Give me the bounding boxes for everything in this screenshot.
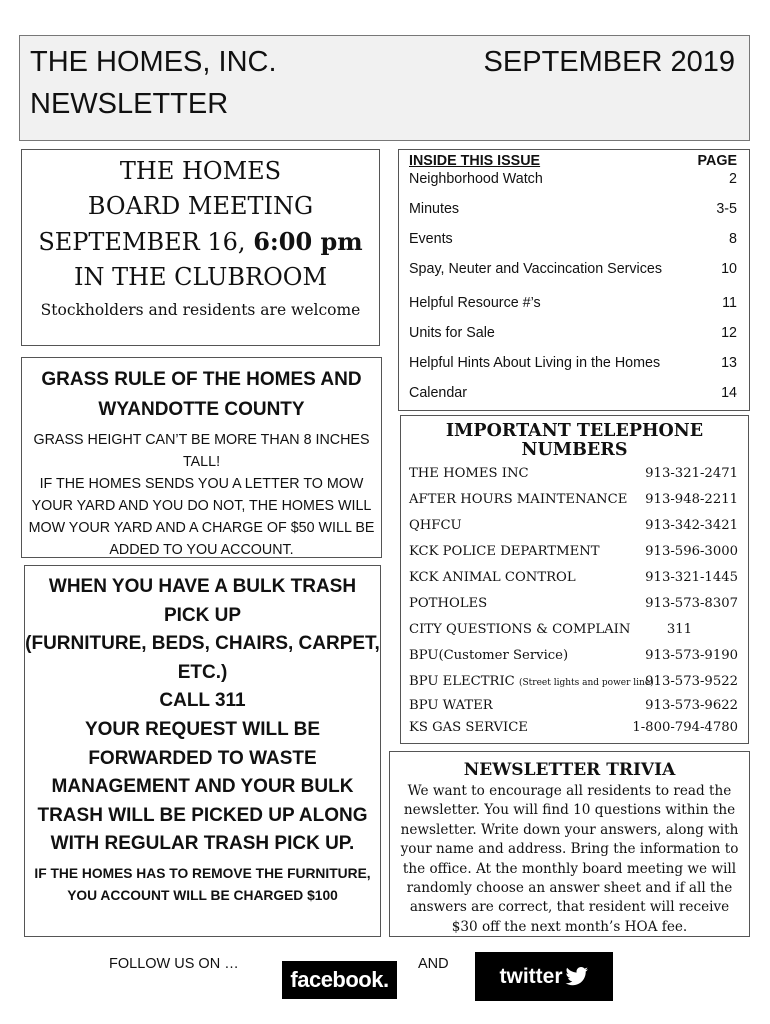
phone-number: 913-596-3000 [645, 544, 738, 559]
telephone-numbers-box [400, 415, 749, 744]
toc-page-heading: PAGE [697, 153, 737, 169]
phone-name: BPU WATER [409, 698, 493, 713]
toc-item-label: Events [409, 231, 453, 247]
phone-name: THE HOMES INC [409, 466, 529, 481]
phone-number: 913-573-8307 [645, 596, 738, 611]
bulk-trash-note: IF THE HOMES HAS TO REMOVE THE FURNITURE, YOU ACCOUNT WILL BE CHARGED $100 [34, 865, 371, 903]
phone-row [409, 674, 738, 689]
trivia-title: NEWSLETTER TRIVIA [463, 760, 676, 780]
toc-item-page: 14 [721, 385, 737, 401]
toc-row [409, 355, 737, 371]
phone-name: KCK POLICE DEPARTMENT [409, 544, 600, 559]
toc-row [409, 201, 737, 217]
board-line-1: THE HOMES [119, 157, 282, 185]
twitter-bird-icon [565, 967, 589, 987]
trivia-body: We want to encourage all residents to read the newsletter. You will find 10 questions within the newsletter. Write down your answers, along with your name and address. Bring the information to the office. At the monthly board meeting we will randomly choose an answer sheet and if all the answers are correct, that resident will receive $30 off the next month’s HOA fee. [400, 783, 739, 935]
phone-number: 913-573-9190 [645, 648, 738, 663]
board-time: 6:00 pm [253, 227, 363, 256]
newsletter-title: THE HOMES, INC. [30, 46, 277, 78]
phone-row [409, 622, 738, 637]
phone-name: BPU ELECTRIC [409, 674, 515, 689]
phone-number: 913-948-2211 [645, 492, 738, 507]
phone-row [409, 570, 738, 585]
phone-row [409, 596, 738, 611]
phone-number: 913-321-2471 [645, 466, 738, 481]
newsletter-trivia-box [389, 751, 750, 937]
toc-header [409, 153, 737, 169]
toc-row [409, 171, 737, 187]
and-text: AND [418, 956, 449, 972]
bulk-trash-box [24, 565, 381, 937]
grass-rule-title: GRASS RULE OF THE HOMES AND WYANDOTTE COUNTY [41, 369, 362, 420]
board-line-4: IN THE CLUBROOM [73, 263, 328, 291]
grass-rule-body [22, 429, 381, 561]
inside-this-issue [398, 149, 750, 411]
board-note: Stockholders and residents are welcome [40, 301, 361, 319]
phone-row [409, 720, 738, 735]
phone-number: 913-573-9522 [645, 674, 738, 689]
grass-rule-line-1: GRASS HEIGHT CAN’T BE MORE THAN 8 INCHES TALL! [33, 432, 370, 470]
newsletter-date: SEPTEMBER 2019 [483, 46, 735, 78]
newsletter-header [19, 35, 750, 141]
phone-name: AFTER HOURS MAINTENANCE [409, 492, 628, 507]
phone-note: (Street lights and power line) [518, 678, 654, 688]
board-meeting-box [21, 149, 380, 346]
phone-number: 1-800-794-4780 [632, 720, 738, 735]
phone-number: 311 [666, 622, 692, 637]
board-line-3 [22, 224, 379, 260]
phone-number: 913-321-1445 [645, 570, 738, 585]
toc-heading: INSIDE THIS ISSUE [409, 153, 541, 169]
phone-name: POTHOLES [409, 596, 488, 611]
toc-row [409, 385, 737, 401]
bulk-trash-line-1: WHEN YOU HAVE A BULK TRASH PICK UP [48, 576, 357, 626]
phone-name: BPU(Customer Service) [409, 648, 569, 663]
bulk-trash-line-2: (FURNITURE, BEDS, CHAIRS, CARPET, ETC.) [25, 633, 380, 683]
phone-name: KCK ANIMAL CONTROL [409, 570, 576, 585]
bulk-trash-main [25, 573, 380, 859]
toc-row [409, 325, 737, 341]
phone-number: 913-573-9622 [645, 698, 738, 713]
twitter-logo[interactable] [475, 952, 613, 1001]
phone-name: CITY QUESTIONS & COMPLAIN [409, 622, 631, 637]
phone-name: KS GAS SERVICE [409, 720, 528, 735]
phone-row [409, 648, 738, 663]
toc-item-label: Calendar [409, 385, 468, 401]
toc-item-label: Minutes [409, 201, 460, 217]
telephone-title: IMPORTANT TELEPHONE NUMBERS [445, 421, 704, 460]
board-date: SEPTEMBER 16, [38, 228, 246, 256]
facebook-logo[interactable] [282, 961, 397, 999]
phone-name: QHFCU [409, 518, 462, 533]
newsletter-subtitle: NEWSLETTER [30, 88, 229, 120]
board-line-2: BOARD MEETING [87, 192, 314, 220]
toc-item-label: Units for Sale [409, 325, 495, 341]
bulk-trash-line-3: CALL 311 [159, 690, 246, 712]
toc-item-page: 8 [729, 231, 737, 247]
toc-row [409, 231, 737, 247]
toc-item-label: Helpful Hints About Living in the Homes [409, 355, 661, 371]
facebook-logo-text: facebook. [290, 967, 389, 992]
twitter-logo-text: twitter [499, 964, 563, 988]
toc-item-label: Neighborhood Watch [409, 171, 543, 187]
phone-row [409, 518, 738, 533]
toc-item-page: 2 [729, 171, 737, 187]
toc-row [409, 295, 737, 311]
toc-item-label: Spay, Neuter and Vaccincation Services [409, 261, 662, 277]
phone-number: 913-342-3421 [645, 518, 738, 533]
toc-row [409, 261, 737, 277]
toc-item-page: 12 [721, 325, 737, 341]
grass-rule-box [21, 357, 382, 558]
toc-item-label: Helpful Resource #’s [409, 295, 541, 311]
toc-item-page: 3-5 [716, 201, 737, 217]
phone-row [409, 492, 738, 507]
toc-item-page: 10 [721, 261, 737, 277]
bulk-trash-line-4: YOUR REQUEST WILL BE FORWARDED TO WASTE MANAGEMENT AND YOUR BULK TRASH WILL BE PICKED UP ALONG WITH REGULAR TRASH PICK UP. [37, 718, 368, 855]
follow-us-text: FOLLOW US ON … [109, 956, 239, 972]
grass-rule-line-2: IF THE HOMES SENDS YOU A LETTER TO MOW YOUR YARD AND YOU DO NOT, THE HOMES WILL MOW YOUR YARD AND A CHARGE OF $50 WILL BE ADDED TO YOU ACCOUNT. [28, 476, 375, 558]
toc-item-page: 13 [721, 355, 737, 371]
phone-row [409, 698, 738, 713]
toc-item-page: 11 [722, 295, 737, 311]
phone-row [409, 544, 738, 559]
phone-row [409, 466, 738, 481]
